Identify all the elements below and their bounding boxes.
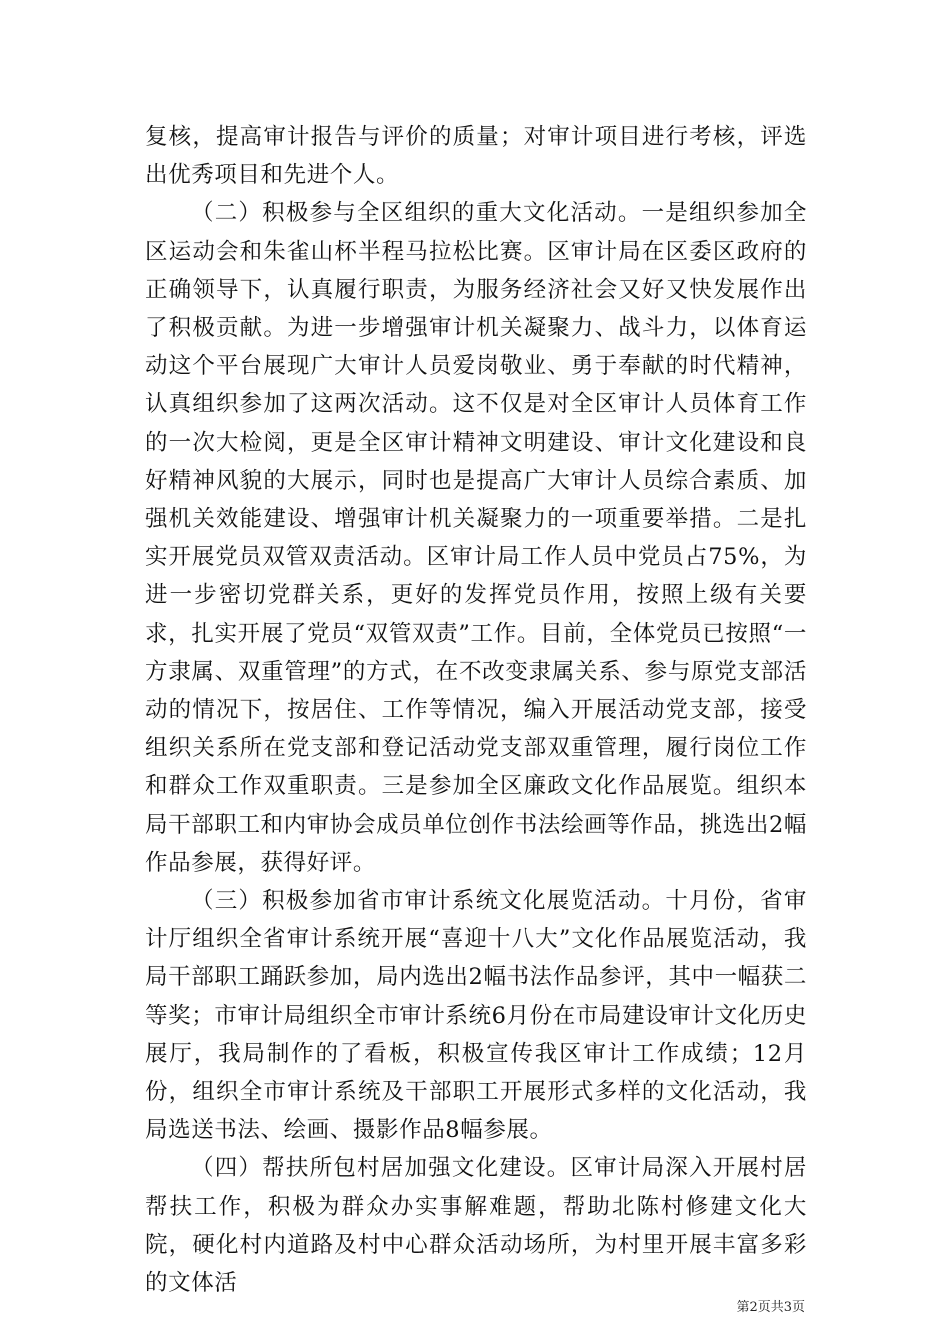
paragraph-section-2: （二）积极参与全区组织的重大文化活动。一是组织参加全区运动会和朱雀山杯半程马拉松比赛。区审计局在区委区政府的正确领导下，认真履行职责，为服务经济社会又好又快发展作出了积极贡献。为进一步增强审计机关凝聚力、战斗力，以体育运动这个平台展现广大审计人员爱岗敬业、勇于奉献的时代精神，认真组织参加了这两次活动。这不仅是对全区审计人员体育工作的一次大检阅，更是全区审计精神文明建设、审计文化建设和良好精神风貌的大展示，同时也是提高广大审计人员综合素质、加强机关效能建设、增强审计机关凝聚力的一项重要举措。二是扎实开展党员双管双责活动。区审计局工作人员中党员占75%，为进一步密切党群关系，更好的发挥党员作用，按照上级有关要求，扎实开展了党员“双管双责”工作。目前，全体党员已按照“一方隶属、双重管理”的方式，在不改变隶属关系、参与原党支部活动的情况下，按居住、工作等情况，编入开展活动党支部，接受组织关系所在党支部和登记活动党支部双重管理，履行岗位工作和群众工作双重职责。三是参加全区廉政文化作品展览。组织本局干部职工和内审协会成员单位创作书法绘画等作品，挑选出2幅作品参展，获得好评。 (145, 200, 807, 876)
paragraph-section-4: （四）帮扶所包村居加强文化建设。区审计局深入开展村居帮扶工作，积极为群众办实事解难题，帮助北陈村修建文化大院，硬化村内道路及村中心群众活动场所，为村里开展丰富多彩的文体活 (145, 1155, 807, 1297)
paragraph-continuation: 复核，提高审计报告与评价的质量；对审计项目进行考核，评选出优秀项目和先进个人。 (145, 124, 807, 189)
document-body (145, 118, 807, 1302)
paragraph-section-3: （三）积极参加省市审计系统文化展览活动。十月份，省审计厅组织全省审计系统开展“喜迎十八大”文化作品展览活动，我局干部职工踊跃参加，局内选出2幅书法作品参评，其中一幅获二等奖；市审计局组织全市审计系统6月份在市局建设审计文化历史展厅，我局制作的了看板，积极宣传我区审计工作成绩；12月份，组织全市审计系统及干部职工开展形式多样的文化活动，我局选送书法、绘画、摄影作品8幅参展。 (145, 888, 807, 1144)
page-number-footer: 第2页共3页 (736, 1300, 805, 1315)
